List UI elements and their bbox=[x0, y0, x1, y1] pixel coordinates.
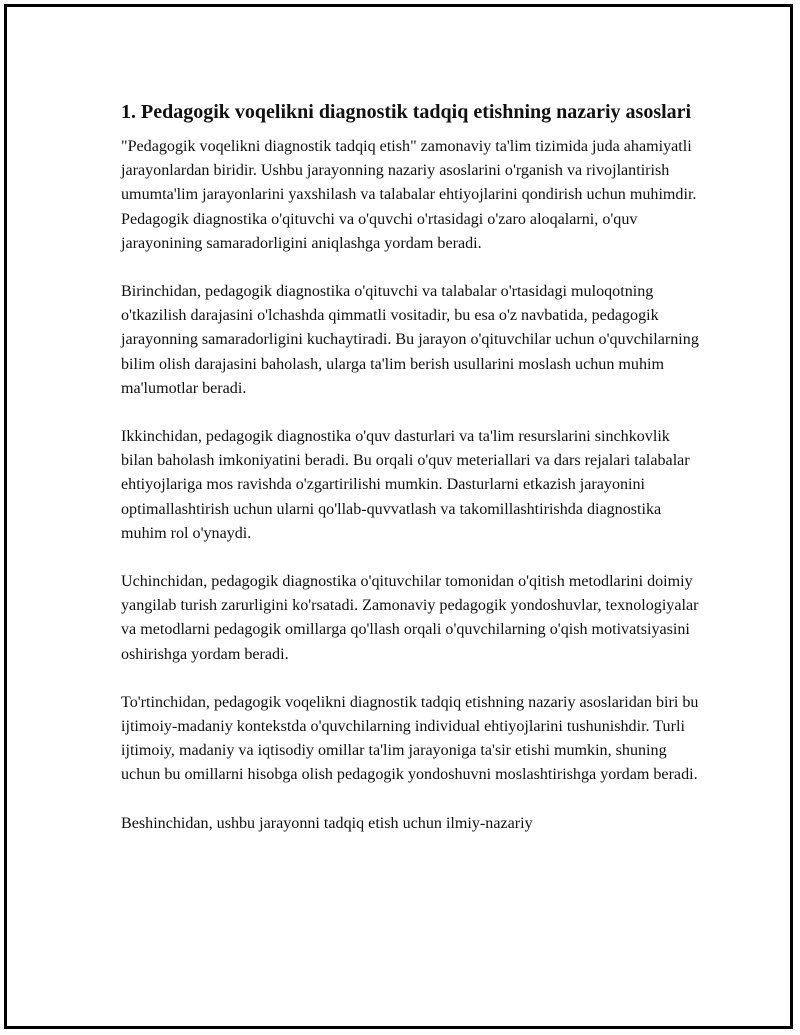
paragraph-fifth: Beshinchidan, ushbu jarayonni tadqiq etish uchun ilmiy-nazariy bbox=[121, 814, 533, 832]
document-page bbox=[4, 4, 793, 1029]
paragraph-intro: "Pedagogik voqelikni diagnostik tadqiq etish" zamonaviy ta'lim tizimida juda ahamiyatli jarayonlardan biridir. Ushbu jarayonning nazariy asoslarini o'rganish va rivojlantirish umumta'lim jarayonlarini yaxshilash va talabalar ehtiyojlarini qondirish uchun muhimdir. Pedagogik diagnostika o'qituvchi va o'quvchi o'rtasidagi o'zaro aloqalarni, o'quv jarayonining samaradorligini aniqlashga yordam beradi. bbox=[121, 138, 697, 252]
section-heading: 1. Pedagogik voqelikni diagnostik tadqiq etishning nazariy asoslari bbox=[121, 101, 692, 123]
paragraph-third: Uchinchidan, pedagogik diagnostika o'qituvchilar tomonidan o'qitish metodlarini doimiy yangilab turish zarurligini ko'rsatadi. Zamonaviy pedagogik yondoshuvlar, texnologiyalar va metodlarni pedagogik omillarga qo'llash orqali o'quvchilarning o'qish motivatsiyasini oshirishga yordam beradi. bbox=[121, 573, 699, 663]
paragraph-second: Ikkinchidan, pedagogik diagnostika o'quv dasturlari va ta'lim resurslarini sinchkovlik bilan baholash imkoniyatini beradi. Bu orqali o'quv meteriallari va dars rejalari talabalar ehtiyojlariga mos ravishda o'zgartirilishi mumkin. Dasturlarni etkazish jarayonini optimallashtirish uchun ularni qo'llab-quvvatlash va takomillashtirishda diagnostika muhim rol o'ynaydi. bbox=[121, 428, 690, 542]
document-content bbox=[121, 98, 701, 860]
paragraph-fourth: To'rtinchidan, pedagogik voqelikni diagnostik tadqiq etishning nazariy asoslaridan biri bu ijtimoiy-madaniy kontekstda o'quvchilarning individual ehtiyojlarini tushunishdir. Turli ijtimoiy, madaniy va iqtisodiy omillar ta'lim jarayoniga ta'sir etishi mumkin, shuning uchun bu omillarni hisobga olish pedagogik yondoshuvni moslashtirishga yordam beradi. bbox=[121, 693, 699, 784]
paragraph-first: Birinchidan, pedagogik diagnostika o'qituvchi va talabalar o'rtasidagi muloqotning o'tkazilish darajasini o'lchashda qimmatli vositadir, bu esa o'z navbatida, pedagogik jarayonning samaradorligini kuchaytiradi. Bu jarayon o'qituvchilar uchun o'quvchilarning bilim olish darajasini baholash, ularga ta'lim berish usullarini moslash uchun muhim ma'lumotlar beradi. bbox=[121, 283, 699, 397]
